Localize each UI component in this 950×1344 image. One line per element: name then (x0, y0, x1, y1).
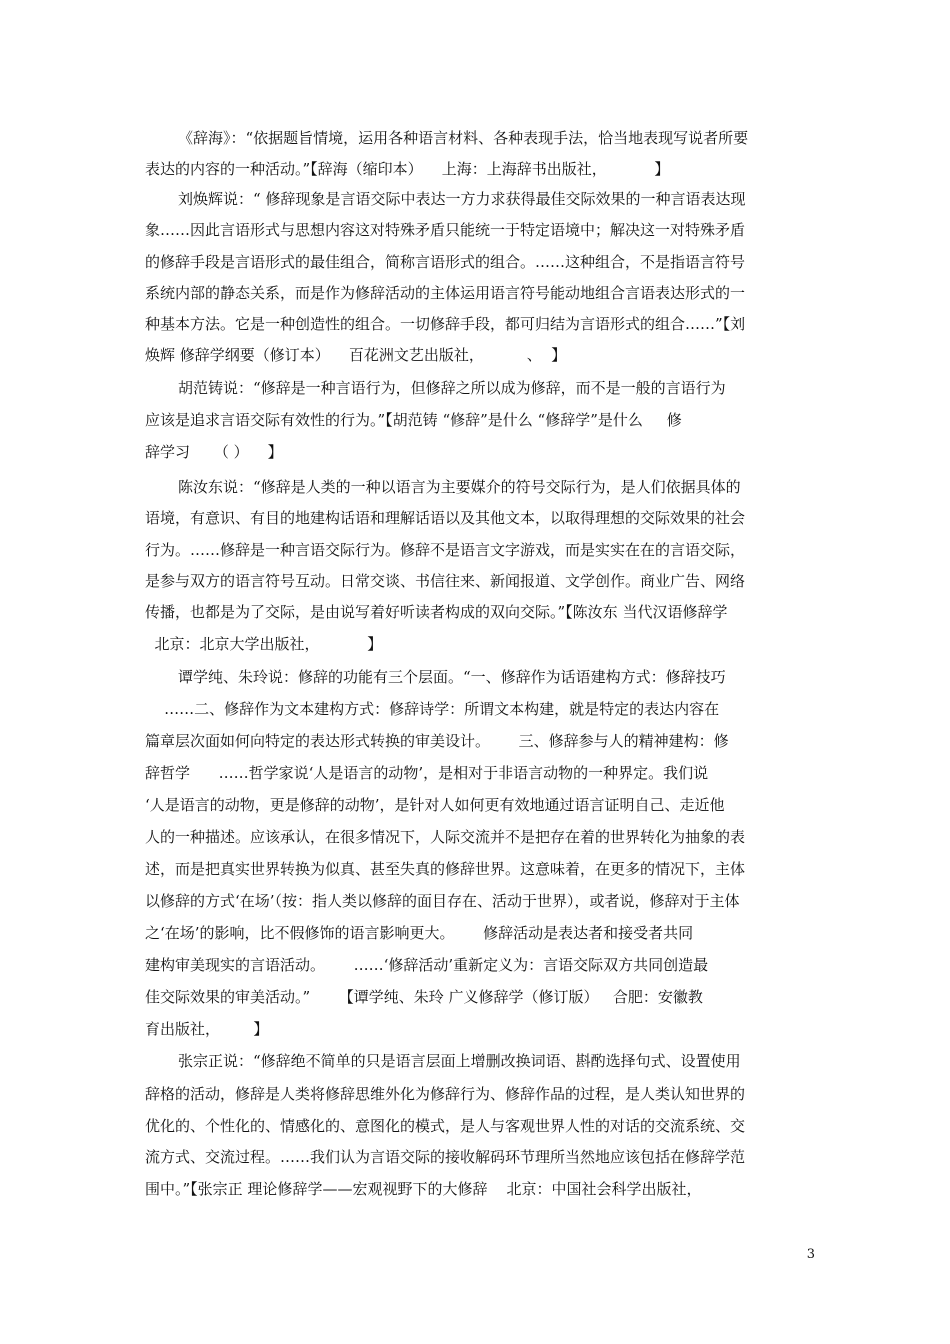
text-line: 象……因此言语形式与思想内容这对特殊矛盾只能统一于特定语境中；解决这一对特殊矛盾 (145, 221, 746, 239)
text-line: 篇章层次面如何向特定的表达形式转换的审美设计。 三、修辞参与人的精神建构：修 (145, 732, 729, 750)
page-number: 3 (806, 1247, 815, 1262)
text-line: 应该是追求言语交际有效性的行为。”【胡范铸 “修辞”是什么 “修辞学”是什么 修 (145, 411, 682, 429)
text-line: 谭学纯、朱玲说：修辞的功能有三个层面。“一、修辞作为话语建构方式：修辞技巧 (178, 668, 726, 686)
text-line: 辞学习 （ ） 】 (145, 443, 283, 461)
text-line: 表达的内容的一种活动。”【辞海（缩印本） 上海：上海辞书出版社， 】 (145, 160, 670, 178)
text-line (145, 1212, 815, 1232)
text-line: 焕辉 修辞学纲要（修订本） 百花洲文艺出版社， 、 】 (145, 346, 567, 364)
text-line: 胡范铸说：“修辞是一种言语行为，但修辞之所以成为修辞，而不是一般的言语行为 (178, 379, 726, 397)
text-line: ‘人是语言的动物，更是修辞的动物’，是针对人如何更有效地通过语言证明自己、走近他 (145, 796, 725, 814)
text-line: 辞格的活动，修辞是人类将修辞思维外化为修辞行为、修辞作品的过程，是人类认知世界的 (145, 1085, 746, 1103)
text-line: 的修辞手段是言语形式的最佳组合，简称言语形式的组合。……这种组合，不是指语言符号 (145, 253, 746, 271)
text-line: ……二、修辞作为文本建构方式：修辞诗学：所谓文本构建，就是特定的表达内容在 (145, 700, 720, 718)
text-line: 张宗正说：“修辞绝不简单的只是语言层面上增删改换词语、斟酌选择句式、设置使用 (178, 1052, 741, 1070)
text-line: 以修辞的方式‘在场’（按：指人类以修辞的面目存在、活动于世界），或者说，修辞对于主体 (145, 892, 740, 910)
text-line: 佳交际效果的审美活动。” 【谭学纯、朱玲 广义修辞学（修订版） 合肥：安徽教 (145, 988, 703, 1006)
text-line: 优化的、个性化的、情感化的、意图化的模式，是人与客观世界人性的对话的交流系统、交 (145, 1117, 746, 1135)
text-line: 陈汝东说：“修辞是人类的一种以语言为主要媒介的符号交际行为，是人们依据具体的 (178, 478, 741, 496)
text-line: 北京：北京大学出版社， 】 (145, 635, 383, 653)
text-line: 种基本方法。它是一种创造性的组合。一切修辞手段，都可归结为言语形式的组合……”【刘 (145, 315, 746, 333)
text-line: 建构审美现实的言语活动。 ……‘修辞活动’重新定义为：言语交际双方共同创造最 (145, 956, 709, 974)
text-line: 传播，也都是为了交际，是由说写着好听读者构成的双向交际。”【陈汝东 当代汉语修辞学 (145, 603, 728, 621)
text-line: 语境，有意识、有目的地建构话语和理解话语以及其他文本，以取得理想的交际效果的社会 (145, 509, 746, 527)
text-line: 《辞海》：“依据题旨情境，运用各种语言材料、各种表现手法，恰当地表现写说者所要 (178, 129, 749, 147)
text-line: 之‘在场’的影响，比不假修饰的语言影响更大。 修辞活动是表达者和接受者共同 (145, 924, 694, 942)
text-line: 人的一种描述。应该承认，在很多情况下，人际交流并不是把存在着的世界转化为抽象的表 (145, 828, 746, 846)
text-line: 系统内部的静态关系，而是作为修辞活动的主体运用语言符号能动地组合言语表达形式的一 (145, 284, 746, 302)
text-line: 育出版社， 】 (145, 1020, 269, 1038)
text-line: 行为。……修辞是一种言语交际行为。修辞不是语言文字游戏，而是实实在在的言语交际， (145, 541, 746, 559)
text-line: 是参与双方的语言符号互动。日常交谈、书信往来、新闻报道、文学创作。商业广告、网络 (145, 572, 746, 590)
text-line: 围中。”【张宗正 理论修辞学——宏观视野下的大修辞 北京：中国社会科学出版社， (145, 1180, 702, 1198)
text-line: 辞哲学 ……哲学家说‘人是语言的动物’，是相对于非语言动物的一种界定。我们说 (145, 764, 709, 782)
text-line: 刘焕辉说：“ 修辞现象是言语交际中表达一方力求获得最佳交际效果的一种言语表达现 (178, 190, 746, 208)
text-line: 流方式、交流过程。……我们认为言语交际的接收解码环节理所当然地应该包括在修辞学范 (145, 1148, 746, 1166)
text-line: 述，而是把真实世界转换为似真、甚至失真的修辞世界。这意味着，在更多的情况下，主体 (145, 860, 746, 878)
